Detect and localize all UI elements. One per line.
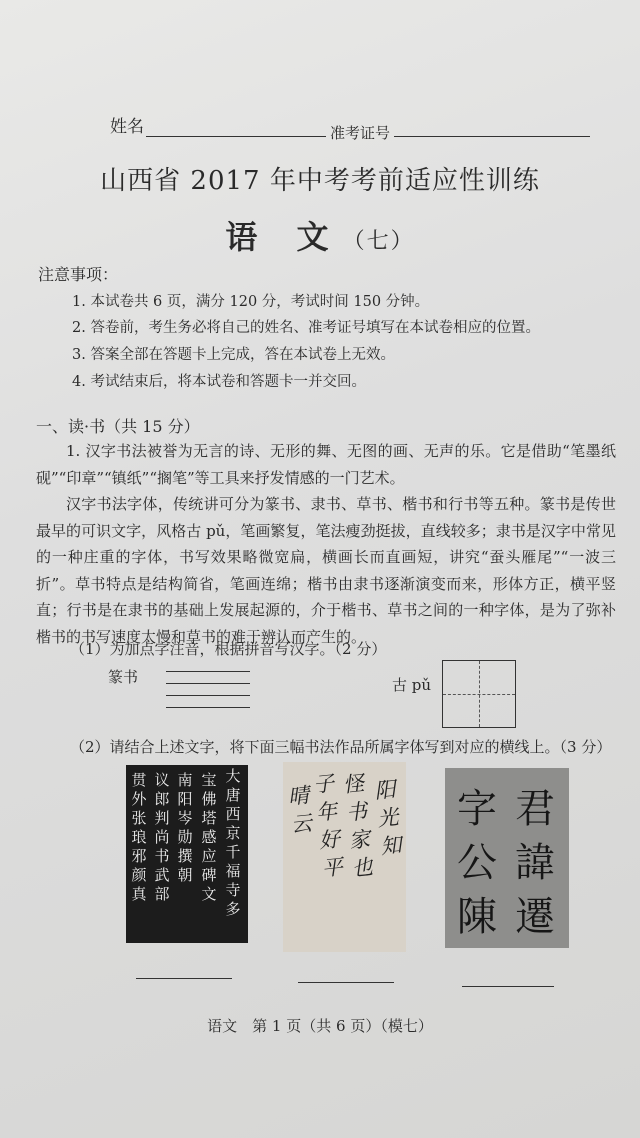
section-heading: 一、读·书（共 15 分） <box>36 417 200 436</box>
notice-heading: 注意事项： <box>38 265 119 284</box>
answer-line <box>166 671 250 672</box>
page-title: 山西省 2017 年中考考前适应性训练 <box>100 166 540 196</box>
calligraphy-column: 晴云 <box>286 783 314 837</box>
subject-title <box>0 212 640 258</box>
notice-item: 1. 本试卷共 6 页，满分 120 分，考试时间 150 分钟。 <box>72 294 430 310</box>
calligraphy-column: 南阳岑勋撰朝 <box>177 771 193 884</box>
writing-grid-box <box>442 660 516 728</box>
calligraphy-column: 子年好平 <box>311 771 345 881</box>
exam-no-blank-line <box>394 136 590 137</box>
exam-no-label: 准考证号 <box>330 124 391 142</box>
calligraphy-column: 君諱遷 <box>515 786 555 940</box>
calligraphy-column: 阳光知 <box>373 777 403 859</box>
subject-number: （七） <box>342 229 415 254</box>
answer-line-artwork-3 <box>462 986 554 987</box>
answer-line <box>166 707 250 708</box>
grid-guide-vertical <box>479 661 480 727</box>
calligraphy-column: 宝佛塔感应碑文 <box>201 771 217 903</box>
answer-line <box>166 695 250 696</box>
calligraphy-column: 贯外张琅邪颜真 <box>131 771 147 903</box>
name-label: 姓名 <box>110 117 144 137</box>
question-1-intro: 1. 汉字书法被誉为无言的诗、无形的舞、无图的画、无声的乐。它是借助“笔墨纸砚”“印章”“镇纸”“搁笔”等工具来抒发情感的一门艺术。 <box>36 442 616 487</box>
calligraphy-column: 字公陳 <box>457 786 497 940</box>
answer-line-artwork-1 <box>136 978 232 979</box>
calligraphy-column: 议郎判尚书武部 <box>154 771 170 903</box>
notice-item: 3. 答案全部在答题卡上完成，答在本试卷上无效。 <box>72 347 395 363</box>
calligraphy-column: 大唐西京千福寺多 <box>225 767 241 918</box>
dotted-word: 篆书 <box>108 668 139 686</box>
notice-item: 2. 答卷前，考生务必将自己的姓名、准考证号填写在本试卷相应的位置。 <box>72 320 540 336</box>
pinyin-prompt: 古 pǔ <box>392 676 432 694</box>
sub-question-2: （2）请结合上述文字，将下面三幅书法作品所属字体写到对应的横线上。（3 分） <box>70 738 612 756</box>
subject-name: 语 文 <box>225 218 343 256</box>
calligraphy-cursive-work <box>283 762 406 952</box>
answer-line <box>166 683 250 684</box>
answer-line-artwork-2 <box>298 982 394 983</box>
page-footer: 语文 第 1 页（共 6 页）（模七） <box>207 1017 433 1035</box>
calligraphy-kaishu-rubbing <box>126 765 248 943</box>
notice-item: 4. 考试结束后，将本试卷和答题卡一并交回。 <box>72 374 366 390</box>
question-1-passage: 汉字书法字体，传统讲可分为篆书、隶书、草书、楷书和行书等五种。篆书是传世最早的可识文字，风格古 pǔ，笔画繁复，笔法瘦劲挺拔，直线较多；隶书是汉字中常见的一种庄重的字体，书写效果略微宽扁，横画长而直画短，讲究“蚕头雁尾”“一波三折”。草书特点是结构简省，笔画连绵；楷书由隶书逐渐演变而来，形体方正，横平竖直；行书是在隶书的基础上发展起源的，介于楷书、草书之间的一种字体，是为了弥补楷书的书写速度太慢和草书的难于辨认而产生的。 <box>36 495 616 646</box>
name-blank-line <box>146 136 326 137</box>
sub-question-1: （1）为加点字注音，根据拼音写汉字。（2 分） <box>70 640 387 658</box>
calligraphy-column: 怪书家也 <box>341 771 375 881</box>
calligraphy-lishu-rubbing <box>445 768 569 948</box>
